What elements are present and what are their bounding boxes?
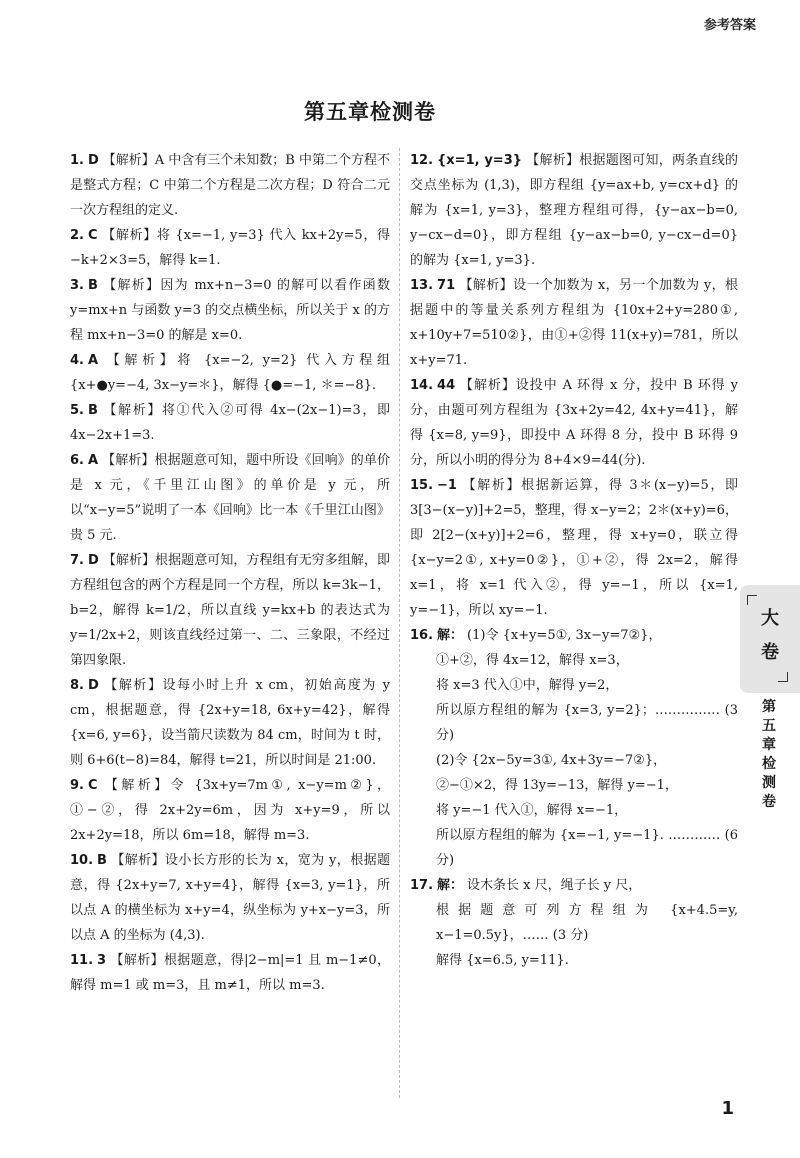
answer-choice: {x=1, y=3} bbox=[437, 153, 522, 168]
explanation: 【解析】设每小时上升 x cm，初始高度为 y cm，根据题意，得 {2x+y=18, 6x+y=42}，解得 {x=6, y=6}，设当箭尺读数为 84 cm，时间为 t 时，则 6+6(t−8)=84，解得 t=21，所以时间是 21:00. bbox=[70, 678, 390, 768]
page-number: 1 bbox=[721, 1098, 734, 1119]
answer-choice: −1 bbox=[437, 478, 457, 493]
answer-choice: B bbox=[87, 403, 98, 418]
question-9 bbox=[70, 773, 390, 848]
question-number: 8. bbox=[70, 678, 84, 693]
explanation: 【解析】根据题意可知，题中所设《回响》的单价是 x 元，《千里江山图》的单价是 y 元，所以“x−y=5”说明了一本《回响》比一本《千里江山图》贵 5 元. bbox=[70, 453, 390, 543]
question-3 bbox=[70, 273, 390, 348]
question-17 bbox=[410, 873, 738, 973]
explanation: 【解析】令 {3x+y=7m①, x−y=m②}，①−②，得 2x+2y=6m，因为 x+y=9，所以 2x+2y=18，所以 6m=18，解得 m=3. bbox=[70, 778, 390, 843]
solution-label: 解： bbox=[437, 878, 464, 893]
column-divider bbox=[399, 148, 400, 1098]
question-4 bbox=[70, 348, 390, 398]
explanation: 【解析】将 {x=−1, y=3} 代入 kx+2y=5，得−k+2×3=5，解得 k=1. bbox=[70, 228, 390, 268]
answer-choice: A bbox=[87, 453, 99, 468]
answer-choice: D bbox=[87, 153, 99, 168]
answer-choice: 3 bbox=[97, 953, 107, 968]
answer-choice: D bbox=[87, 553, 99, 568]
solution-line: 解得 {x=6.5, y=11}. bbox=[436, 953, 569, 968]
solution-line: ①+②，得 4x=12，解得 x=3， bbox=[436, 653, 629, 668]
answer-choice: C bbox=[87, 228, 98, 243]
answer-choice: D bbox=[87, 678, 99, 693]
explanation: 【解析】根据题图可知，两条直线的交点坐标为 (1,3)，即方程组 {y=ax+b, y=cx+d} 的解为 {x=1, y=3}，整理方程组可得，{y−ax−b=0, y−cx−d=0}，即方程组 {y−ax−b=0, y−cx−d=0} 的解为 {x=1, y=3}. bbox=[410, 153, 738, 268]
question-number: 2. bbox=[70, 228, 84, 243]
question-number: 6. bbox=[70, 453, 84, 468]
question-number: 3. bbox=[70, 278, 84, 293]
question-2 bbox=[70, 223, 390, 273]
solution-line: 设木条长 x 尺，绳子长 y 尺， bbox=[467, 878, 642, 893]
solution-line: (2)令 {2x−5y=3①, 4x+3y=−7②}， bbox=[436, 753, 667, 768]
question-number: 12. bbox=[410, 153, 434, 168]
solution-line: (1)令 {x+y=5①, 3x−y=7②}， bbox=[467, 628, 662, 643]
question-7 bbox=[70, 548, 390, 673]
answer-choice: B bbox=[87, 278, 98, 293]
explanation: 【解析】A 中含有三个未知数；B 中第二个方程不是整式方程；C 中第二个方程是二次方程；D 符合二元一次方程组的定义. bbox=[70, 153, 390, 218]
question-14 bbox=[410, 373, 738, 473]
explanation: 【解析】将①代入②可得 4x−(2x−1)=3，即 4x−2x+1=3. bbox=[70, 403, 390, 443]
question-5 bbox=[70, 398, 390, 448]
question-8 bbox=[70, 673, 390, 773]
question-13 bbox=[410, 273, 738, 373]
right-column bbox=[410, 148, 738, 973]
question-number: 7. bbox=[70, 553, 84, 568]
question-number: 9. bbox=[70, 778, 84, 793]
side-tab-label: 大卷 bbox=[761, 608, 779, 663]
question-12 bbox=[410, 148, 738, 273]
question-10 bbox=[70, 848, 390, 948]
question-11 bbox=[70, 948, 390, 998]
solution-line: 所以原方程组的解为 {x=3, y=2}；…………… (3 分) bbox=[436, 703, 738, 743]
explanation: 【解析】设一个加数为 x，另一个加数为 y，根据题中的等量关系列方程组为 {10x+2+y=280①, x+10y+7=510②}，由①+②得 11(x+y)=781，所以 x+y=71. bbox=[410, 278, 738, 368]
question-number: 4. bbox=[70, 353, 84, 368]
question-number: 1. bbox=[70, 153, 84, 168]
explanation: 【解析】根据题意可知，方程组有无穷多组解，即方程组包含的两个方程是同一个方程，所以 k=3k−1，b=2，解得 k=1/2，所以直线 y=kx+b 的表达式为 y=1/2x+2，则该直线经过第一、二、三象限，不经过第四象限. bbox=[70, 553, 390, 668]
solution-line: 将 y=−1 代入①，解得 x=−1， bbox=[436, 803, 628, 818]
question-number: 15. bbox=[410, 478, 434, 493]
solution-line: 所以原方程组的解为 {x=−1, y=−1}. ………… (6 分) bbox=[436, 828, 738, 868]
explanation: 【解析】设投中 A 环得 x 分，投中 B 环得 y 分，由题可列方程组为 {3x+2y=42, 4x+y=41}，解得 {x=8, y=9}，即投中 A 环得 8 分，投中 B 环得 9 分，所以小明的得分为 8+4×9=44(分). bbox=[410, 378, 738, 468]
solution-label: 解： bbox=[437, 628, 464, 643]
left-column bbox=[70, 148, 390, 998]
explanation: 【解析】根据新运算，得 3＊(x−y)=5，即 3[3−(x−y)]+2=5，整理，得 x−y=2；2＊(x+y)=6，即 2[2−(x+y)]+2=6，整理，得 x+y=0，联立得 {x−y=2①, x+y=0②}，①+②，得 2x=2，解得 x=1，将 x=1 代入②，得 y=−1，所以 {x=1, y=−1}，所以 xy=−1. bbox=[410, 478, 738, 618]
solution-line: ②−①×2，得 13y=−13，解得 y=−1， bbox=[436, 778, 678, 793]
explanation: 【解析】根据题意，得|2−m|=1 且 m−1≠0，解得 m=1 或 m=3，且 m≠1，所以 m=3. bbox=[70, 953, 390, 993]
question-15 bbox=[410, 473, 738, 623]
question-number: 17. bbox=[410, 878, 434, 893]
page-title: 第五章检测卷 bbox=[304, 100, 436, 124]
answer-choice: A bbox=[87, 353, 99, 368]
question-number: 10. bbox=[70, 853, 94, 868]
explanation: 【解析】将 {x=−2, y=2} 代入方程组 {x+●y=−4, 3x−y=＊}，解得 {●=−1, ＊=−8}. bbox=[70, 353, 390, 393]
question-16 bbox=[410, 623, 738, 873]
answer-choice: C bbox=[87, 778, 98, 793]
answer-choice: B bbox=[97, 853, 107, 868]
question-number: 5. bbox=[70, 403, 84, 418]
solution-line: 根据题意可列方程组为 {x+4.5=y, x−1=0.5y}，…… (3 分) bbox=[436, 903, 738, 943]
explanation: 【解析】设小长方形的长为 x，宽为 y，根据题意，得 {2x+y=7, x+y=4}，解得 {x=3, y=1}，所以点 A 的横坐标为 x+y=4，纵坐标为 y+x−y=3，所以点 A 的坐标为 (4,3). bbox=[70, 853, 390, 943]
explanation: 【解析】因为 mx+n−3=0 的解可以看作函数 y=mx+n 与函数 y=3 的交点横坐标，所以关于 x 的方程 mx+n−3=0 的解是 x=0. bbox=[70, 278, 390, 343]
solution-line: 将 x=3 代入①中，解得 y=2， bbox=[436, 678, 619, 693]
side-tab-bracket-top bbox=[747, 595, 757, 605]
question-6 bbox=[70, 448, 390, 548]
header-label: 参考答案 bbox=[703, 18, 756, 33]
answer-choice: 71 bbox=[437, 278, 456, 293]
question-number: 11. bbox=[70, 953, 94, 968]
side-tab-bracket-bottom bbox=[778, 672, 788, 682]
side-chapter-label: 第五章检测卷 bbox=[762, 699, 776, 810]
question-1 bbox=[70, 148, 390, 223]
question-number: 16. bbox=[410, 628, 434, 643]
question-number: 14. bbox=[410, 378, 434, 393]
answer-choice: 44 bbox=[437, 378, 456, 393]
question-number: 13. bbox=[410, 278, 434, 293]
